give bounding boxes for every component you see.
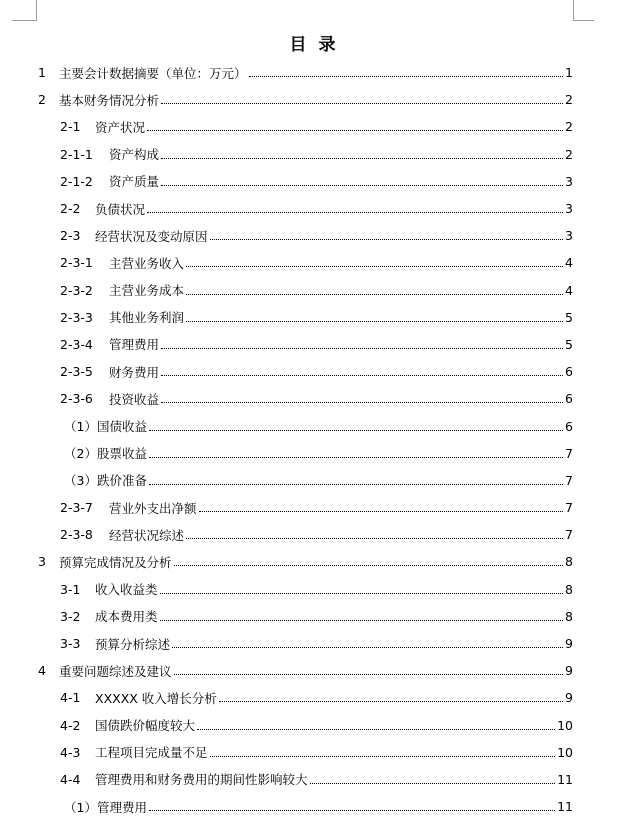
toc-entry-page-number: 9: [565, 663, 573, 679]
toc-entry-title: （2）股票收益: [64, 446, 147, 462]
toc-entry-number: 2-3-5: [60, 364, 93, 380]
toc-entry-number: 2-3-4: [60, 336, 93, 352]
toc-dot-leader: [161, 158, 563, 159]
toc-entry[interactable]: [0, 494, 628, 521]
toc-entry[interactable]: [0, 657, 628, 684]
toc-entry-page-number: 9: [565, 636, 573, 652]
toc-entry[interactable]: [0, 86, 628, 113]
toc-entry-number: 3: [38, 554, 46, 570]
toc-entry-page-number: 8: [565, 581, 573, 597]
toc-entry-title: 资产构成: [109, 147, 160, 163]
toc-entry-title: （1）管理费用: [64, 799, 147, 815]
toc-dot-leader: [161, 348, 563, 349]
toc-entry-page-number: 6: [565, 391, 573, 407]
toc-title: 目 录: [289, 35, 339, 55]
toc-entry[interactable]: [0, 222, 628, 249]
toc-dot-leader: [149, 430, 563, 431]
toc-entry[interactable]: [0, 548, 628, 575]
toc-entry-number: 2-3-3: [60, 309, 93, 325]
toc-entry-page-number: 2: [565, 119, 573, 135]
toc-entry-title: 基本财务情况分析: [59, 92, 160, 108]
toc-entry-number: 2-2: [60, 201, 81, 217]
toc-entry-number: 4-4: [60, 771, 81, 787]
toc-entry-title: 主营业务收入: [109, 255, 185, 271]
toc-entry-number: 4-2: [60, 717, 81, 733]
toc-entry-title: 国债跌价幅度较大: [95, 718, 196, 734]
toc-entry-page-number: 7: [565, 472, 573, 488]
toc-entry[interactable]: [0, 141, 628, 168]
toc-entry-page-number: 10: [557, 744, 573, 760]
toc-dot-leader: [174, 674, 563, 675]
toc-dot-leader: [197, 729, 555, 730]
toc-entry-title: （1）国债收益: [64, 419, 147, 435]
toc-entry[interactable]: [0, 793, 628, 820]
toc-dot-leader: [161, 402, 563, 403]
toc-dot-leader: [147, 130, 563, 131]
toc-entry-title: （3）跌价准备: [64, 473, 147, 489]
toc-entry-page-number: 9: [565, 690, 573, 706]
toc-entry-page-number: 4: [565, 282, 573, 298]
toc-entry-number: 4-1: [60, 690, 81, 706]
toc-entry[interactable]: [0, 412, 628, 439]
toc-entry-page-number: 6: [565, 364, 573, 380]
toc-entry-title: 重要问题综述及建议: [59, 663, 172, 679]
toc-dot-leader: [210, 756, 556, 757]
toc-dot-leader: [249, 76, 563, 77]
toc-entry-number: 3-3: [60, 636, 81, 652]
toc-dot-leader: [160, 593, 563, 594]
toc-entry-title: 成本费用类: [95, 609, 158, 625]
toc-entry[interactable]: [0, 304, 628, 331]
toc-entry[interactable]: [0, 684, 628, 711]
toc-dot-leader: [161, 185, 563, 186]
toc-entry[interactable]: [0, 385, 628, 412]
toc-entry-page-number: 2: [565, 146, 573, 162]
toc-entry[interactable]: [0, 249, 628, 276]
toc-entry-number: 3-1: [60, 581, 81, 597]
toc-dot-leader: [210, 239, 563, 240]
toc-dot-leader: [149, 484, 563, 485]
toc-entry-number: 2-1-2: [60, 173, 93, 189]
toc-entry-title: 资产状况: [95, 119, 146, 135]
toc-entry-number: 2-1: [60, 119, 81, 135]
toc-entry-number: 2-3-1: [60, 255, 93, 271]
toc-entry-number: 2-1-1: [60, 146, 93, 162]
toc-entry-title: 管理费用和财务费用的期间性影响较大: [95, 772, 308, 788]
toc-dot-leader: [199, 511, 563, 512]
toc-entry-number: 2-3-8: [60, 527, 93, 543]
toc-entry-page-number: 3: [565, 201, 573, 217]
toc-dot-leader: [160, 620, 563, 621]
toc-entry[interactable]: [0, 358, 628, 385]
toc-dot-leader: [149, 810, 555, 811]
toc-entry-number: 4-3: [60, 744, 81, 760]
toc-entry[interactable]: [0, 630, 628, 657]
toc-entry-number: 1: [38, 65, 46, 81]
toc-entry-page-number: 8: [565, 554, 573, 570]
toc-entry[interactable]: [0, 603, 628, 630]
toc-entry-number: 2-3-7: [60, 500, 93, 516]
toc-dot-leader: [186, 538, 563, 539]
toc-entry-number: 3-2: [60, 608, 81, 624]
toc-entry-title: 管理费用: [109, 337, 160, 353]
toc-dot-leader: [149, 457, 563, 458]
toc-entry-page-number: 1: [565, 65, 573, 81]
toc-dot-leader: [172, 647, 563, 648]
toc-entry[interactable]: [0, 113, 628, 140]
toc-entry-page-number: 3: [565, 173, 573, 189]
toc-entry[interactable]: [0, 277, 628, 304]
toc-entry[interactable]: [0, 331, 628, 358]
toc-entry-page-number: 11: [557, 799, 573, 815]
toc-entry-title: 主要会计数据摘要（单位：万元）: [59, 65, 247, 81]
toc-entry[interactable]: [0, 467, 628, 494]
toc-entry[interactable]: [0, 440, 628, 467]
toc-entry-title: 其他业务利润: [109, 310, 185, 326]
toc-dot-leader: [174, 565, 563, 566]
toc-entry[interactable]: [0, 766, 628, 793]
toc-entry-page-number: 3: [565, 228, 573, 244]
toc-entry-title: 经营状况及变动原因: [95, 228, 208, 244]
toc-entry-page-number: 7: [565, 527, 573, 543]
toc-entry-title: 预算完成情况及分析: [59, 554, 172, 570]
toc-dot-leader: [310, 783, 556, 784]
toc-entry-page-number: 5: [565, 309, 573, 325]
toc-entry-number: 4: [38, 663, 46, 679]
toc-entry-page-number: 10: [557, 717, 573, 733]
toc-entry-title: 营业外支出净额: [109, 500, 197, 516]
toc-dot-leader: [186, 266, 563, 267]
toc-entry-page-number: 6: [565, 418, 573, 434]
toc-entry-title: 负债状况: [95, 201, 146, 217]
toc-dot-leader: [161, 375, 563, 376]
page-corner-mark-top-right: [573, 0, 594, 21]
toc-entry-page-number: 7: [565, 500, 573, 516]
toc-entry-number: 2-3: [60, 228, 81, 244]
toc-entry-page-number: 11: [557, 771, 573, 787]
toc-entry-title: 预算分析综述: [95, 636, 171, 652]
toc-dot-leader: [186, 321, 563, 322]
toc-entry-page-number: 8: [565, 608, 573, 624]
toc-dot-leader: [186, 294, 563, 295]
toc-entry[interactable]: [0, 576, 628, 603]
toc-dot-leader: [219, 701, 563, 702]
toc-entry-title: XXXXX 收入增长分析: [95, 690, 217, 706]
toc-dot-leader: [161, 103, 563, 104]
toc-entry[interactable]: [0, 712, 628, 739]
toc-entry-title: 财务费用: [109, 364, 160, 380]
toc-entry-title: 工程项目完成量不足: [95, 745, 208, 761]
toc-entry-number: 2: [38, 92, 46, 108]
toc-entry-number: 2-3-2: [60, 282, 93, 298]
toc-entry-page-number: 4: [565, 255, 573, 271]
toc-entry-title: 经营状况综述: [109, 527, 185, 543]
toc-entry[interactable]: [0, 521, 628, 548]
toc-entry-number: 2-3-6: [60, 391, 93, 407]
toc-entry-page-number: 7: [565, 445, 573, 461]
page-corner-mark-top-left: [12, 0, 37, 21]
toc-entry-title: 主营业务成本: [109, 283, 185, 299]
toc-entry[interactable]: [0, 195, 628, 222]
toc-entry[interactable]: [0, 168, 628, 195]
toc-entry-page-number: 5: [565, 336, 573, 352]
toc-entry-title: 资产质量: [109, 174, 160, 190]
toc-entry-title: 投资收益: [109, 391, 160, 407]
toc-entry-page-number: 2: [565, 92, 573, 108]
toc-entry[interactable]: [0, 59, 628, 86]
toc-dot-leader: [147, 212, 563, 213]
toc-entry-title: 收入收益类: [95, 582, 158, 598]
toc-list: [0, 59, 628, 820]
toc-entry[interactable]: [0, 739, 628, 766]
